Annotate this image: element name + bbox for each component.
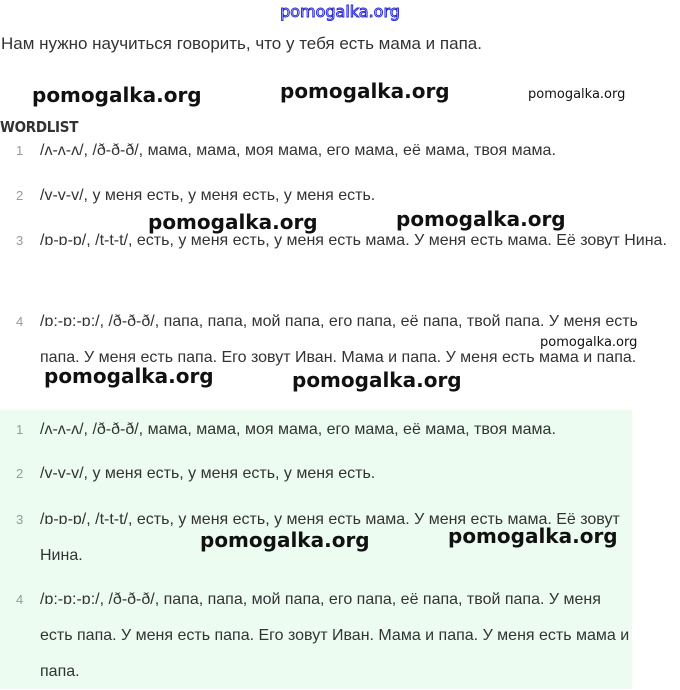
watermark: pomogalka.org: [200, 528, 370, 552]
list-item: [12, 412, 632, 448]
list-item: [12, 582, 632, 690]
item-number: 3: [16, 233, 24, 248]
watermark: pomogalka.org: [540, 335, 638, 350]
watermark: pomogalka.org: [32, 83, 202, 107]
list-item: [12, 178, 672, 214]
item-text: /ɒ:-ɒ:-ɒ:/, /ð-ð-ð/, папа, папа, мой папа, его папа, её папа, твой папа. У меня есть папа. У меня есть папа. Его зовут Иван. Мама и папа. У меня есть мама и папа.: [40, 313, 638, 366]
watermark: pomogalka.org: [292, 368, 462, 392]
item-number: 1: [16, 422, 24, 437]
item-text: /ʌ-ʌ-ʌ/, /ð-ð-ð/, мама, мама, моя мама, его мама, её мама, твоя мама.: [40, 142, 556, 159]
intro-text: Нам нужно научиться говорить, что у тебя есть мама и папа.: [1, 34, 482, 53]
item-text: /v-v-v/, у меня есть, у меня есть, у меня есть.: [40, 465, 376, 482]
watermark: pomogalka.org: [448, 524, 618, 548]
watermark: pomogalka.org: [280, 79, 450, 103]
item-text: /v-v-v/, у меня есть, у меня есть, у меня есть.: [40, 187, 376, 204]
item-number: 3: [16, 512, 24, 527]
watermark: pomogalka.org: [528, 87, 626, 102]
watermark: pomogalka.org: [396, 207, 566, 231]
watermark: pomogalka.org: [44, 364, 214, 388]
site-logo[interactable]: pomogalka.org: [280, 2, 400, 21]
item-number: 2: [16, 188, 24, 203]
wordlist-heading: WORDLIST: [0, 118, 79, 136]
item-number: 1: [16, 143, 24, 158]
item-text: /ɒ-ɒ-ɒ/, /t-t-t/, есть, у меня есть, у меня есть мама. У меня есть мама. Её зовут Нина.: [40, 232, 667, 249]
item-text: /ʌ-ʌ-ʌ/, /ð-ð-ð/, мама, мама, моя мама, его мама, её мама, твоя мама.: [40, 421, 556, 438]
item-number: 4: [16, 592, 24, 607]
list-item: [12, 223, 672, 259]
list-item: [12, 456, 632, 492]
item-text: /ɒ-ɒ-ɒ/, /t-t-t/, есть, у меня есть, у меня есть мама. У меня есть мама. Её зовут Нина.: [40, 511, 620, 564]
item-number: 2: [16, 466, 24, 481]
item-text: /ɒ:-ɒ:-ɒ:/, /ð-ð-ð/, папа, папа, мой папа, его папа, её папа, твой папа. У меня есть папа. У меня есть папа. Его зовут Иван. Мама и папа. У меня есть мама и папа.: [40, 591, 630, 680]
list-item: [12, 133, 672, 169]
watermark: pomogalka.org: [148, 210, 318, 234]
item-number: 4: [16, 314, 24, 329]
